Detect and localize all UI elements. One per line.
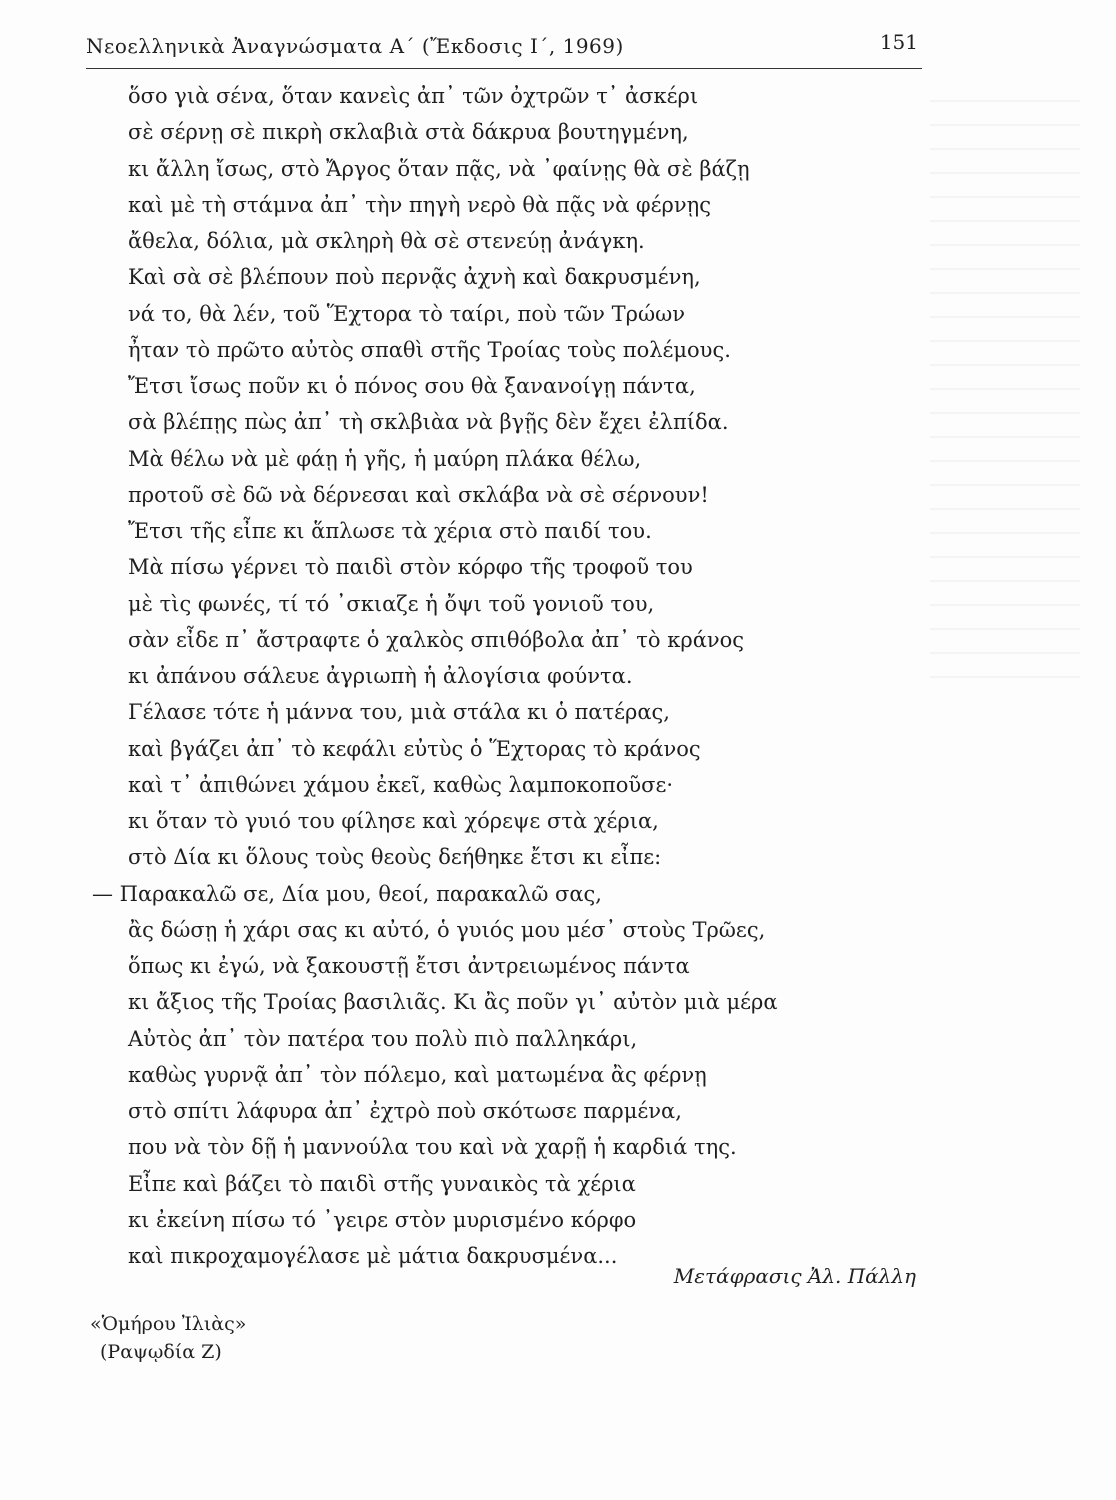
poem-line: προτοῦ σὲ δῶ νὰ δέρνεσαι καὶ σκλάβα νὰ σὲ σέρνουν!: [128, 482, 709, 507]
poem-line: Ἔτσι τῆς εἶπε κι ἅπλωσε τὰ χέρια στὸ παιδί του.: [128, 519, 652, 543]
poem-line: καὶ βγάζει ἀπ᾿ τὸ κεφάλι εὐτὺς ὁ Ἕχτορας τὸ κράνος: [128, 736, 701, 761]
poem-line: Μὰ πίσω γέρνει τὸ παιδὶ στὸν κόρφο τῆς τροφοῦ του: [128, 555, 693, 580]
poem-line: σὰν εἶδε π᾿ ἄστραφτε ὁ χαλκὸς σπιθόβολα ἀπ᾿ τὸ κράνος: [128, 627, 745, 652]
poem-line: κι ὅταν τὸ γυιό του φίλησε καὶ χόρεψε στὰ χέρια,: [128, 809, 659, 833]
poem-line: — Παρακαλῶ σε, Δία μου, θεοί, παρακαλῶ σας,: [92, 881, 602, 906]
poem-line: Εἶπε καὶ βάζει τὸ παιδὶ στῆς γυναικὸς τὰ χέρια: [128, 1171, 636, 1196]
poem-line: κι ἄξιος τῆς Τροίας βασιλιᾶς. Κι ἂς ποῦν γι᾿ αὐτὸν μιὰ μέρα: [128, 990, 778, 1015]
poem-line: Γέλασε τότε ἡ μάννα του, μιὰ στάλα κι ὁ πατέρας,: [128, 700, 670, 725]
show-through-text: [930, 100, 1080, 700]
translator-credit: Μετάφρασις Ἀλ. Πάλλη: [673, 1264, 916, 1288]
poem-line: σὲ σέρνῃ σὲ πικρὴ σκλαβιὰ στὰ δάκρυα βουτηγμένη,: [128, 120, 689, 145]
poem-line: σὰ βλέπῃς πὼς ἀπ᾿ τὴ σκλβιὰα νὰ βγῇς δὲν ἔχει ἐλπίδα.: [128, 410, 729, 435]
poem-line: ἂς δώσῃ ἡ χάρι σας κι αὐτό, ὁ γυιός μου μέσ᾿ στοὺς Τρῶες,: [128, 917, 766, 942]
source-citation: [90, 1310, 246, 1366]
poem-line: στὸ σπίτι λάφυρα ἀπ᾿ ἐχτρὸ ποὺ σκότωσε παρμένα,: [128, 1099, 682, 1123]
poem-line: καὶ πικροχαμογέλασε μὲ μάτια δακρυσμένα...: [128, 1244, 618, 1268]
poem-line: ἦταν τὸ πρῶτο αὐτὸς σπαθὶ στῆς Τροίας τοὺς πολέμους.: [128, 337, 731, 362]
poem-line: καθὼς γυρνᾷ ἀπ᾿ τὸν πόλεμο, καὶ ματωμένα ἂς φέρνῃ: [128, 1062, 707, 1087]
poem-line: κι ἄλλη ἴσως, στὸ Ἄργος ὅταν πᾷς, νὰ ᾿φαίνῃς θὰ σὲ βάζῃ: [128, 156, 750, 181]
poem-line: ὅπως κι ἐγώ, νὰ ξακουστῇ ἔτσι ἀντρειωμένος πάντα: [128, 954, 690, 978]
poem-line: Μὰ θέλω νὰ μὲ φάῃ ἡ γῆς, ἡ μαύρη πλάκα θέλω,: [128, 446, 642, 471]
poem-line: στὸ Δία κι ὅλους τοὺς θεοὺς δεήθηκε ἔτσι κι εἶπε:: [128, 845, 662, 870]
poem-line: κι ἐκείνη πίσω τό ᾿γειρε στὸν μυρισμένο κόρφο: [128, 1207, 637, 1232]
poem-line: Αὐτὸς ἀπ᾿ τὸν πατέρα του πολὺ πιὸ παλληκάρι,: [128, 1026, 638, 1051]
page-number: 151: [879, 30, 918, 54]
poem-line: καὶ μὲ τὴ στάμνα ἀπ᾿ τὴν πηγὴ νερὸ θὰ πᾷς νὰ φέρνῃς: [128, 192, 711, 217]
poem-line: Καὶ σὰ σὲ βλέπουν ποὺ περνᾷς ἀχνὴ καὶ δακρυσμένη,: [128, 265, 701, 290]
poem-line: ὅσο γιὰ σένα, ὅταν κανεὶς ἀπ᾿ τῶν ὀχτρῶν τ᾿ ἀσκέρι: [128, 84, 699, 108]
source-book: (Ραψῳδία Ζ): [100, 1341, 222, 1363]
source-title: «Ὁμήρου Ἰλιὰς»: [90, 1313, 247, 1335]
poem-line: κι ἀπάνου σάλευε ἀγριωπὴ ἡ ἀλογίσια φούντα.: [128, 664, 633, 688]
header-title: Νεοελληνικὰ Ἀναγνώσματα Α΄ (Ἔκδοσις Ι΄, 1969): [86, 34, 624, 58]
poem-line: μὲ τὶς φωνές, τί τό ᾿σκιαζε ἡ ὄψι τοῦ γονιοῦ του,: [128, 591, 655, 616]
poem-line: που νὰ τὸν δῇ ἡ μαννούλα του καὶ νὰ χαρῇ ἡ καρδιά της.: [128, 1135, 737, 1160]
poem-line: ἄθελα, δόλια, μὰ σκληρὴ θὰ σὲ στενεύῃ ἀνάγκη.: [128, 229, 645, 253]
poem-text: [92, 78, 928, 1274]
poem-line: νά το, θὰ λέν, τοῦ Ἕχτορα τὸ ταίρι, ποὺ τῶν Τρώων: [128, 301, 685, 326]
poem-line: Ἔτσι ἴσως ποῦν κι ὁ πόνος σου θὰ ξανανοίγῃ πάντα,: [128, 374, 696, 398]
poem-line: καὶ τ᾿ ἀπιθώνει χάμου ἐκεῖ, καθὼς λαμποκοποῦσε·: [128, 772, 674, 797]
page-header: [86, 28, 922, 69]
